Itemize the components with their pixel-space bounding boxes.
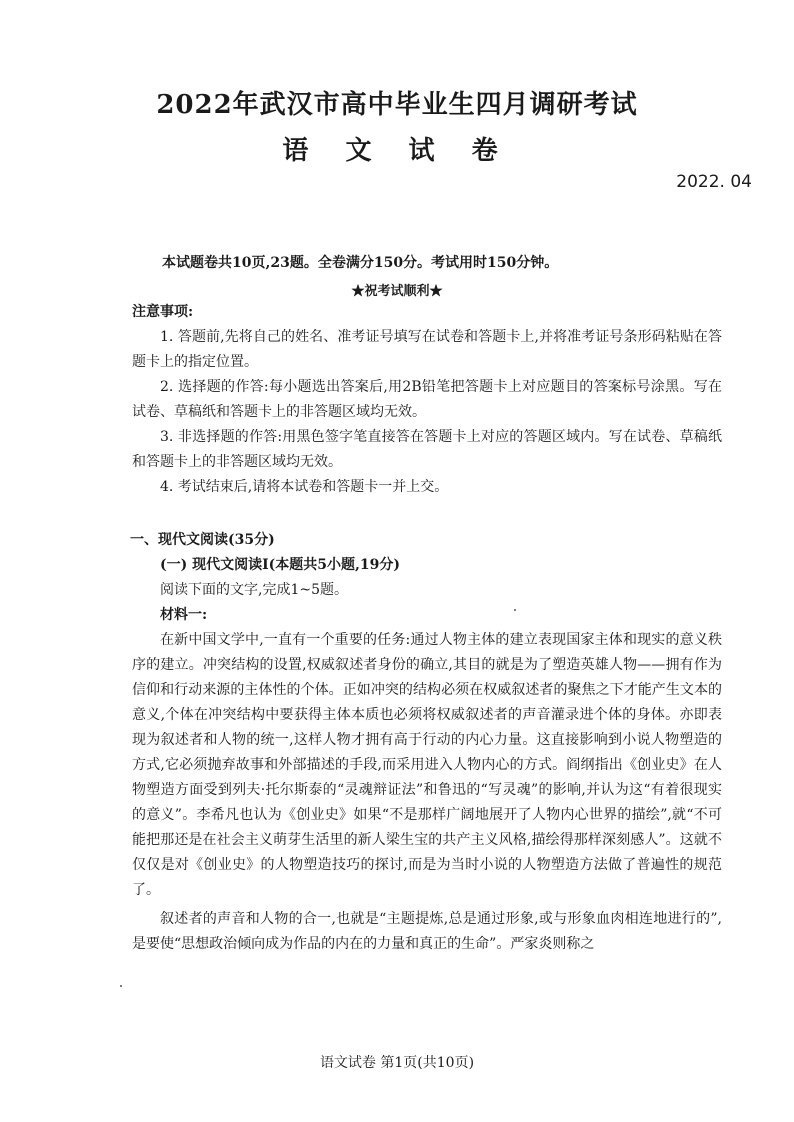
- notes-heading: 注意事项:: [132, 304, 194, 320]
- good-luck-wish: ★祝考试顺利★: [351, 284, 443, 299]
- exam-title: 2022年武汉市高中毕业生四月调研考试: [156, 90, 638, 120]
- material-paragraph-2: 叙述者的声音和人物的合一,也就是“主题提炼,总是通过形象,或与形象血肉相连地进行的”,是要使“思想政治倾向成为作品的内在的力量和真正的生命”。严家炎则称之: [132, 911, 722, 952]
- section-reading: [132, 528, 722, 957]
- note-item-1: 1. 答题前,先将自己的姓名、准考证号填写在试卷和答题卡上,并将准考证号条形码粘贴在答题卡上的指定位置。: [132, 329, 722, 370]
- sub-section-heading: (一) 现代文阅读Ⅰ(本题共5小题,19分): [160, 557, 401, 573]
- notes-block: [132, 300, 722, 500]
- exam-subtitle: 语 文 试 卷: [282, 136, 512, 166]
- note-item-4: 4. 考试结束后,请将本试卷和答题卡一并上交。: [160, 479, 449, 495]
- note-item-2: 2. 选择题的作答:每小题选出答案后,用2B铅笔把答题卡上对应题目的答案标号涂黑。写在试卷、草稿纸和答题卡上的非答题区域均无效。: [132, 379, 722, 420]
- page-footer: 语文试卷 第1页(共10页): [319, 1055, 475, 1071]
- scan-speck: [120, 985, 122, 987]
- note-item-3: 3. 非选择题的作答:用黑色签字笔直接答在答题卡上对应的答题区域内。写在试卷、草稿纸和答题卡上的非答题区域均无效。: [132, 429, 722, 470]
- scan-speck: [514, 609, 516, 611]
- section-heading: 一、现代文阅读(35分): [130, 532, 275, 548]
- exam-date: 2022. 04: [676, 172, 752, 192]
- material-label: 材料一:: [160, 607, 208, 623]
- reading-instruction: 阅读下面的文字,完成1~5题。: [160, 582, 348, 598]
- exam-summary: 本试题卷共10页,23题。全卷满分150分。考试用时150分钟。: [162, 255, 559, 271]
- material-paragraph-1: 在新中国文学中,一直有一个重要的任务:通过人物主体的建立表现国家主体和现实的意义秩序的建立。冲突结构的设置,权威叙述者身份的确立,其目的就是为了塑造英雄人物——拥有作为信仰和行动来源的主体性的个体。正如冲突的结构必须在权威叙述者的聚焦之下才能产生文本的意义,个体在冲突结构中要获得主体本质也必须将权威叙述者的声音灌录进个体的身体。亦即表现为叙述者和人物的统一,这样人物才拥有高于行动的内心力量。这直接影响到小说人物塑造的方式,它必须抛弃故事和外部描述的手段,而采用进入人物内心的方式。阎纲指出《创业史》在人物塑造方面受到列夫·托尔斯泰的“灵魂辩证法”和鲁迅的“写灵魂”的影响,并认为这“有着很现实的意义”。李希凡也认为《创业史》如果“不是那样广阔地展开了人物内心世界的描绘”,就“不可能把那还是在社会主义萌芽生活里的新人梁生宝的共产主义风格,描绘得那样深刻感人”。这就不仅仅是对《创业史》的人物塑造技巧的探讨,而是为当时小说的人物塑造方法做了普遍性的规范了。: [132, 632, 722, 898]
